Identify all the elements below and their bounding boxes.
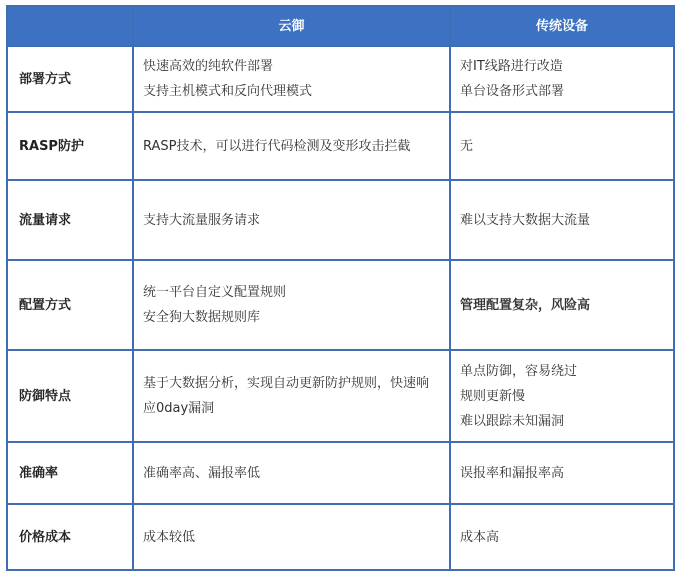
cell-line: 难以跟踪未知漏洞: [460, 413, 565, 429]
yunyu-cell: [133, 504, 450, 570]
traditional-cell: [450, 260, 674, 350]
table-row: [7, 112, 674, 180]
cell-line: 支持大流量服务请求: [143, 212, 261, 228]
table-row: [7, 46, 674, 112]
cell-line: 成本较低: [143, 529, 196, 545]
row-label: 配置方式: [7, 260, 133, 350]
header-traditional: 传统设备: [450, 6, 674, 46]
traditional-cell: [450, 46, 674, 112]
cell-line: 成本高: [460, 529, 500, 545]
yunyu-cell: [133, 442, 450, 504]
row-label: 部署方式: [7, 46, 133, 112]
table-header-row: [7, 6, 674, 46]
row-label: RASP防护: [7, 112, 133, 180]
cell-line: 对IT线路进行改造: [460, 59, 563, 74]
table-row: [7, 504, 674, 570]
header-empty-cell: [7, 6, 133, 46]
yunyu-cell: [133, 180, 450, 260]
table-row: [7, 350, 674, 442]
cell-line: 管理配置复杂，风险高: [460, 297, 591, 313]
row-label: 防御特点: [7, 350, 133, 442]
traditional-cell: [450, 442, 674, 504]
traditional-cell: [450, 504, 674, 570]
cell-line: 难以支持大数据大流量: [460, 212, 591, 228]
row-label: 价格成本: [7, 504, 133, 570]
cell-line: 准确率高、漏报率低: [143, 465, 261, 481]
yunyu-cell: [133, 260, 450, 350]
cell-line: 规则更新慢: [460, 388, 526, 404]
table-row: [7, 180, 674, 260]
traditional-cell: [450, 112, 674, 180]
cell-line: 无: [460, 138, 474, 154]
yunyu-cell: [133, 46, 450, 112]
row-label: 准确率: [7, 442, 133, 504]
comparison-table: [6, 5, 675, 571]
cell-line: 快速高效的纯软件部署: [143, 59, 274, 74]
cell-line: 支持主机模式和反向代理模式: [143, 84, 313, 99]
cell-line: 统一平台自定义配置规则: [143, 285, 287, 300]
table-row: [7, 260, 674, 350]
cell-line: 误报率和漏报率高: [460, 465, 565, 481]
row-label: 流量请求: [7, 180, 133, 260]
cell-line: 基于大数据分析，实现自动更新防护规则，快速响应0day漏洞: [143, 376, 430, 416]
cell-line: 单台设备形式部署: [460, 84, 565, 99]
header-yunyu: 云御: [133, 6, 450, 46]
yunyu-cell: [133, 350, 450, 442]
cell-line: 安全狗大数据规则库: [143, 310, 261, 325]
cell-line: 单点防御，容易绕过: [460, 363, 578, 379]
traditional-cell: [450, 350, 674, 442]
table-row: [7, 442, 674, 504]
yunyu-cell: [133, 112, 450, 180]
traditional-cell: [450, 180, 674, 260]
cell-line: RASP技术，可以进行代码检测及变形攻击拦截: [143, 138, 411, 154]
